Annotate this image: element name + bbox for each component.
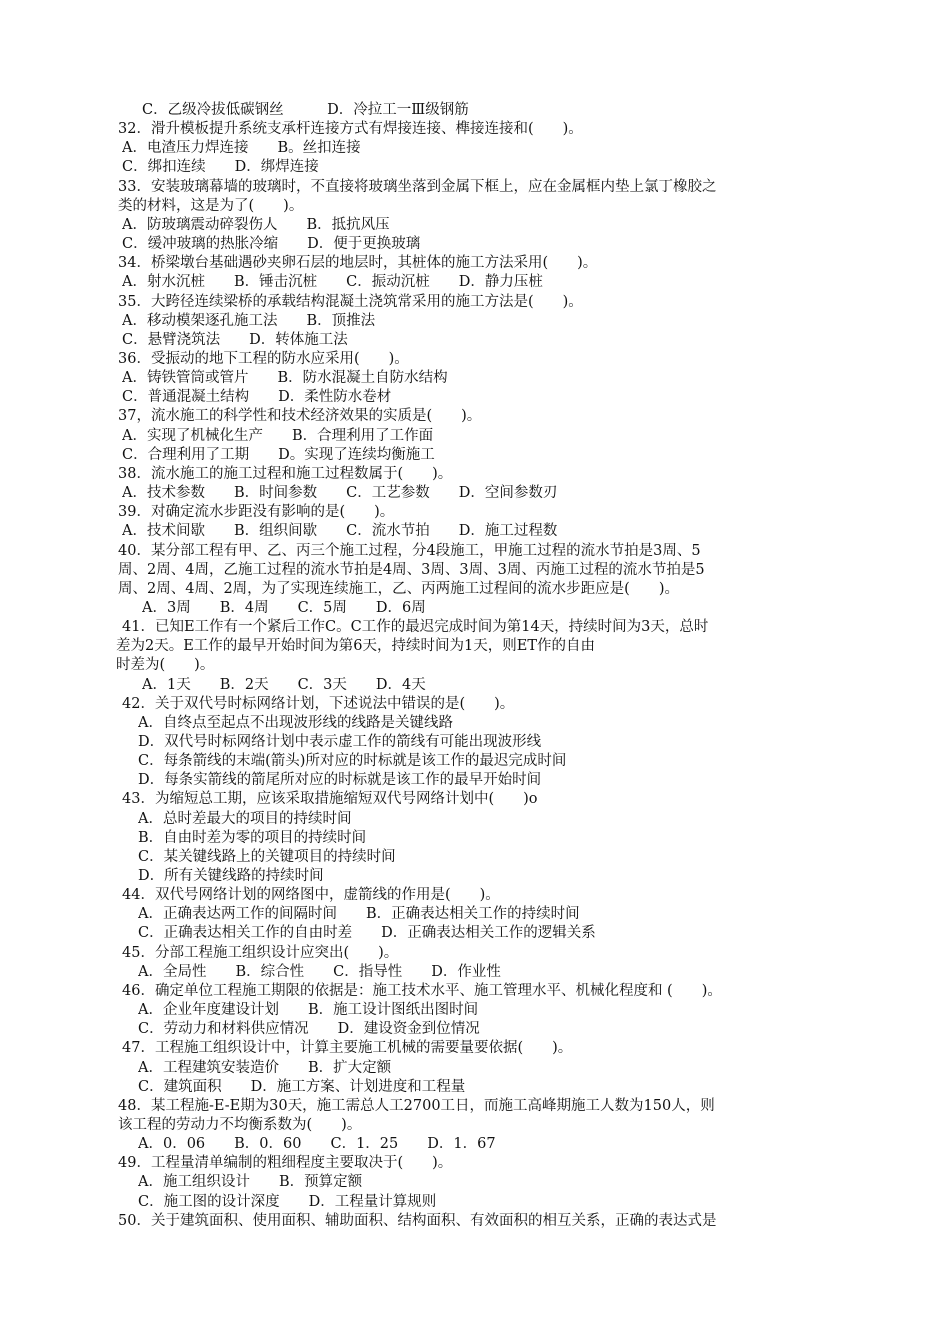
text-line: 34．桥梁墩台基础遇砂夹卵石层的地层时，其桩体的施工方法采用( )。 [118,255,598,272]
text-line: A．3周 B．4周 C．5周 D．6周 [142,599,426,616]
text-line: 差为2天。E工作的最早开始时间为第6天，持续时间为1天，则ET作的自由 [116,638,596,655]
text-line: C．每条箭线的末端(箭头)所对应的时标就是该工作的最迟完成时间 [138,753,567,770]
text-line: 47．工程施工组织设计中，计算主要施工机械的需要量要依据( )。 [122,1040,573,1057]
text-line: 33．安装玻璃幕墙的玻璃时，不直接将玻璃坐落到金属下框上，应在金属框内垫上氯丁橡胶之 [118,178,717,195]
text-line: 46．确定单位工程施工期限的依据是：施工技术水平、施工管理水平、机械化程度和 ( )。 [122,982,722,999]
text-line: A．工程建筑安装造价 B．扩大定额 [138,1059,392,1076]
text-line: A．移动模架逐孔施工法 B．顶推法 [122,312,376,329]
text-line: 36．受振动的地下工程的防水应采用( )。 [118,350,409,367]
text-line: 44．双代号网络计划的网络图中，虚箭线的作用是( )。 [122,887,500,904]
text-line: 40．某分部工程有甲、乙、丙三个施工过程，分4段施工，甲施工过程的流水节拍是3周、5 [118,542,701,559]
text-line: C．普通混凝土结构 D．柔性防水卷材 [122,389,392,406]
text-line: A．技术间歇 B．组织间歇 C．流水节拍 D．施工过程数 [122,523,558,540]
text-line: C．正确表达相关工作的自由时差 D．正确表达相关工作的逻辑关系 [138,925,596,942]
text-line: C．乙级冷拔低碳钢丝 D．冷拉工一Ⅲ级钢筋 [142,102,469,118]
text-line: A．企业年度建设计划 B．施工设计图纸出图时间 [138,1002,479,1018]
text-line: 38．流水施工的施工过程和施工过程数属于( )。 [118,465,453,482]
text-line: 39．对确定流水步距没有影响的是( )。 [118,504,395,521]
text-line: 32．滑升模板提升系统支承杆连接方式有焊接连接、榫接连接和( )。 [118,121,583,138]
text-line: A．0．06 B．0．60 C．1．25 D．1．67 [138,1136,496,1153]
text-line: A．自终点至起点不出现波形线的线路是关键线路 [138,714,453,731]
text-line: C．建筑面积 D．施工方案、计划进度和工程量 [138,1078,466,1095]
text-line: 37，流水施工的科学性和技术经济效果的实质是( )。 [118,408,482,425]
text-line: A．正确表达两工作的间隔时间 B．正确表达相关工作的持续时间 [138,906,580,923]
text-line: A．总时差最大的项目的持续时间 [138,810,352,827]
text-line: C．某关键线路上的关键项目的持续时间 [138,848,396,865]
text-line: C．绑扣连续 D．绑焊连接 [122,159,319,176]
text-line: 43．为缩短总工期，应该采取措施缩短双代号网络计划中( )o [122,791,538,808]
text-line: C．劳动力和材料供应情况 D．建设资金到位情况 [138,1021,480,1038]
text-line: 周、2周、4周、2周，为了实现连续施工，乙、丙两施工过程间的流水步距应是( )。 [118,580,679,597]
text-line: 周、2周、4周，乙施工过程的流水节拍是4周、3周、3周、3周、丙施工过程的流水节拍是5 [118,561,705,578]
text-line: A．技术参数 B．时间参数 C．工艺参数 D．空间参数刃 [122,485,558,501]
text-line: A．实现了机械化生产 B．合理利用了工作面 [122,427,434,444]
text-line: A．1天 B．2天 C．3天 D．4天 [142,676,426,693]
text-line: C．缓冲玻璃的热胀冷缩 D．便于更换玻璃 [122,236,421,252]
text-line: A．电渣压力焊连接 B。丝扣连接 [122,140,361,157]
text-line: A．施工组织设计 B．预算定额 [138,1174,363,1191]
text-line: 时差为( )。 [116,657,215,674]
text-line: B．自由时差为零的项目的持续时间 [138,829,367,846]
text-line: A．防玻璃震动碎裂伤人 B．抵抗风压 [122,216,390,233]
text-line: A．铸铁管筒或管片 B．防水混凝土自防水结构 [122,370,448,387]
text-line: 45．分部工程施工组织设计应突出( )。 [122,944,399,961]
text-line: 42．关于双代号时标网络计划，下述说法中错误的是( )。 [122,695,515,712]
text-line: 48．某工程施-E-E期为30天，施工需总人工2700工日，而施工高峰期施工人数为150人，则 [118,1097,715,1114]
text-line: 类的材料，这是为了( )。 [118,197,304,214]
text-line: 41．已知E工作有一个紧后工作C。C工作的最迟完成时间为第14天，持续时间为3天，总时 [122,619,709,635]
text-line: D．所有关键线路的持续时间 [138,868,324,884]
text-line: D．双代号时标网络计划中表示虚工作的箭线有可能出现波形线 [138,733,542,750]
text-line: C．合理利用了工期 D。实现了连续均衡施工 [122,446,435,463]
text-line: C．悬臂浇筑法 D．转体施工法 [122,331,348,348]
text-line: D．每条实箭线的箭尾所对应的时标就是该工作的最早开始时间 [138,772,542,789]
text-line: C．施工图的设计深度 D．工程量计算规则 [138,1193,437,1210]
text-line: A．射水沉桩 B．锤击沉桩 C．振动沉桩 D．静力压桩 [122,274,543,291]
text-line: 35．大跨径连续梁桥的承载结构混凝土浇筑常采用的施工方法是( )。 [118,293,583,310]
text-line: 49．工程量清单编制的粗细程度主要取决于( )。 [118,1155,453,1172]
text-line: 50．关于建筑面积、使用面积、辅助面积、结构面积、有效面积的相互关系，正确的表达式是 [118,1212,717,1229]
text-line: A．全局性 B．综合性 C．指导性 D．作业性 [138,963,501,980]
text-line: 该工程的劳动力不均衡系数为( )。 [118,1116,362,1133]
